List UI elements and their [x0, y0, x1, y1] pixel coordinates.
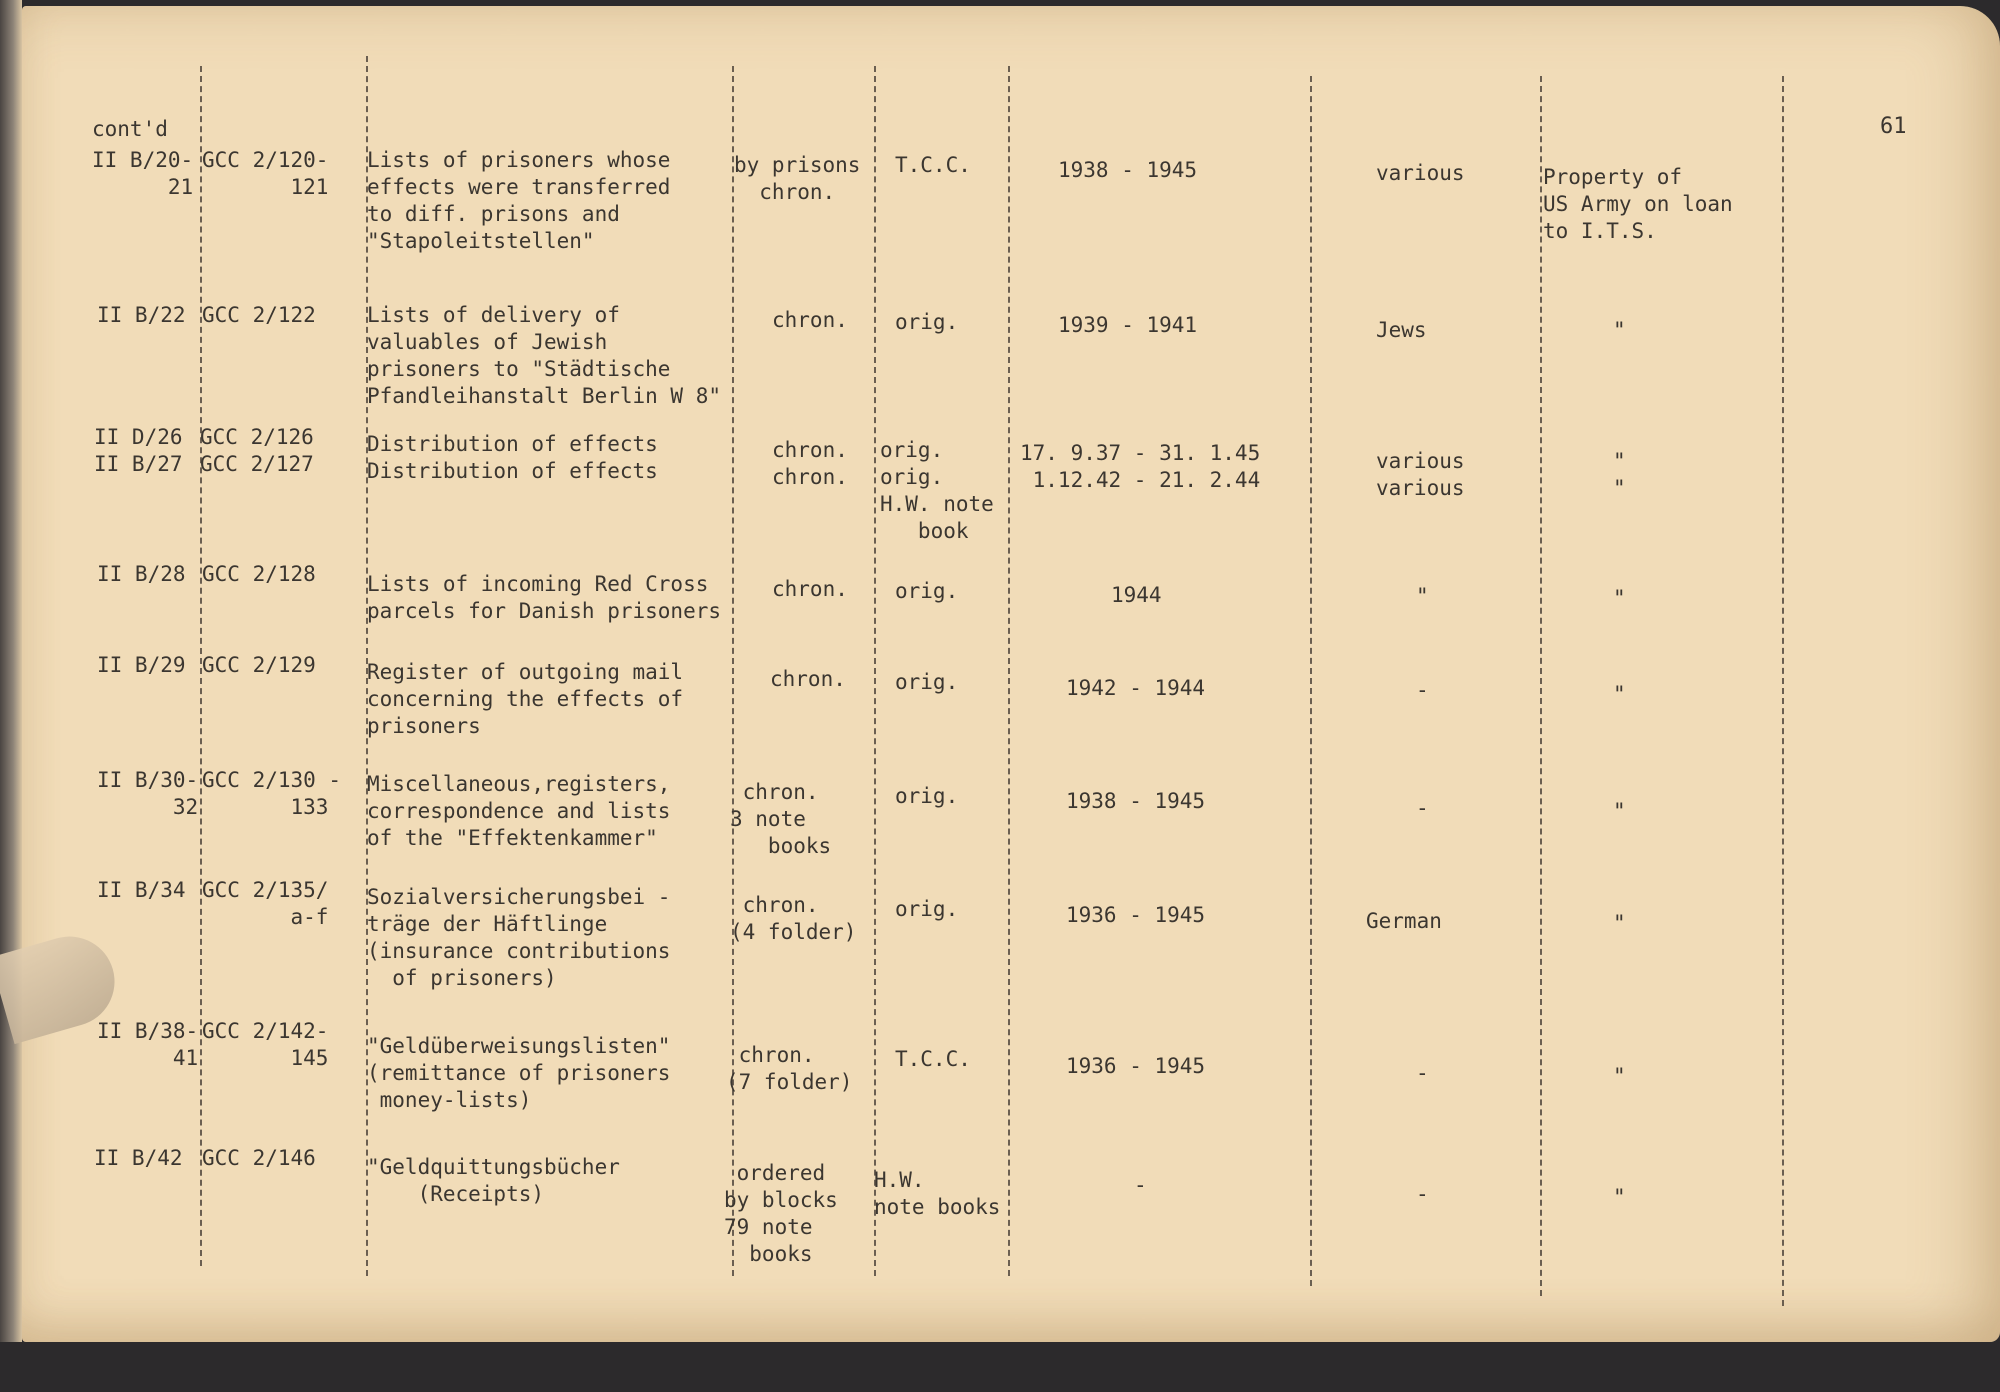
date-range: 1936 - 1945	[1066, 1054, 1206, 1078]
reference-number: II B/29	[97, 653, 186, 677]
remarks: Property of US Army on loan to I.T.S.	[1543, 165, 1733, 243]
remarks: "	[1613, 799, 1626, 823]
date-range: 1938 - 1945	[1058, 158, 1198, 182]
category: various	[1376, 161, 1465, 185]
arrangement: by prisons chron.	[734, 153, 861, 204]
category: Jews	[1376, 318, 1427, 342]
gcc-number: GCC 2/135/ a-f	[202, 878, 329, 929]
record-type: orig.	[895, 310, 959, 334]
category: "	[1416, 584, 1429, 608]
remarks: "	[1613, 586, 1626, 610]
page-number: 61	[1880, 114, 1907, 139]
arrangement: chron.	[770, 667, 846, 691]
remarks: "	[1613, 318, 1626, 342]
gcc-number: GCC 2/129	[202, 653, 316, 677]
record-type: T.C.C.	[895, 1047, 971, 1071]
record-type: orig.	[895, 784, 959, 808]
date-range: 17. 9.37 - 31. 1.45 1.12.42 - 21. 2.44	[1020, 441, 1261, 492]
background-strip	[0, 1342, 2000, 1392]
reference-number: II B/20- 21	[92, 148, 194, 199]
description: Lists of delivery of valuables of Jewish prisoners to "Städtische Pfandleihanstalt Berlin W 8"	[367, 303, 722, 408]
description: "Geldquittungsbücher (Receipts)	[367, 1155, 620, 1206]
category: -	[1416, 1182, 1429, 1206]
arrangement: chron. (7 folder)	[726, 1043, 853, 1094]
date-range: 1939 - 1941	[1058, 313, 1198, 337]
arrangement: chron.	[772, 577, 848, 601]
record-type: T.C.C.	[895, 153, 971, 177]
category: -	[1416, 1061, 1429, 1085]
record-type: H.W. note books	[874, 1168, 1001, 1219]
arrangement: chron. (4 folder)	[730, 893, 857, 944]
remarks: "	[1613, 1064, 1626, 1088]
reference-number: II B/22	[97, 303, 186, 327]
book-binding-edge	[0, 0, 22, 1392]
reference-number: II B/42	[94, 1146, 183, 1170]
category: -	[1416, 678, 1429, 702]
record-type: orig.	[895, 897, 959, 921]
gcc-number: GCC 2/128	[202, 562, 316, 586]
column-rule	[1782, 76, 1784, 1306]
gcc-number: GCC 2/126 GCC 2/127	[200, 425, 314, 476]
category: various various	[1376, 449, 1465, 500]
reference-number: II B/30- 32	[97, 768, 199, 819]
remarks: "	[1613, 1185, 1626, 1209]
record-type: orig.	[895, 579, 959, 603]
continued-label: cont'd	[92, 117, 168, 141]
date-range: 1942 - 1944	[1066, 676, 1206, 700]
arrangement: chron.	[772, 308, 848, 332]
gcc-number: GCC 2/120- 121	[202, 148, 329, 199]
description: Lists of incoming Red Cross parcels for Danish prisoners	[367, 572, 722, 623]
description: Miscellaneous,registers, correspondence and lists of the "Effektenkammer"	[367, 772, 671, 850]
gcc-number: GCC 2/146	[202, 1146, 316, 1170]
gcc-number: GCC 2/122	[202, 303, 316, 327]
description: "Geldüberweisungslisten" (remittance of prisoners money-lists)	[367, 1034, 671, 1112]
date-range: 1944	[1111, 583, 1162, 607]
gcc-number: GCC 2/142- 145	[202, 1019, 329, 1070]
reference-number: II B/34	[97, 878, 186, 902]
date-range: 1938 - 1945	[1066, 789, 1206, 813]
record-type: orig.	[895, 670, 959, 694]
reference-number: II B/38- 41	[97, 1019, 199, 1070]
record-type: orig. orig. H.W. note book	[880, 438, 994, 543]
description: Distribution of effects Distribution of effects	[367, 432, 658, 483]
arrangement: chron. chron.	[772, 438, 848, 489]
description: Register of outgoing mail concerning the effects of prisoners	[367, 660, 684, 738]
category: -	[1416, 796, 1429, 820]
column-rule	[874, 66, 876, 1276]
description: Lists of prisoners whose effects were transferred to diff. prisons and "Stapoleitstellen"	[367, 148, 671, 253]
remarks: " "	[1613, 449, 1626, 500]
category: German	[1366, 909, 1442, 933]
remarks: "	[1613, 682, 1626, 706]
column-rule	[1540, 76, 1542, 1296]
reference-number: II D/26 II B/27	[94, 425, 183, 476]
arrangement: chron. 3 note books	[730, 780, 832, 858]
column-rule	[1008, 66, 1010, 1276]
remarks: "	[1613, 911, 1626, 935]
date-range: 1936 - 1945	[1066, 903, 1206, 927]
date-range: -	[1134, 1173, 1147, 1197]
arrangement: ordered by blocks 79 note books	[724, 1161, 838, 1266]
gcc-number: GCC 2/130 - 133	[202, 768, 342, 819]
column-rule	[1310, 76, 1312, 1286]
reference-number: II B/28	[97, 562, 186, 586]
description: Sozialversicherungsbei - träge der Häftlinge (insurance contributions of prisoners)	[367, 885, 671, 990]
